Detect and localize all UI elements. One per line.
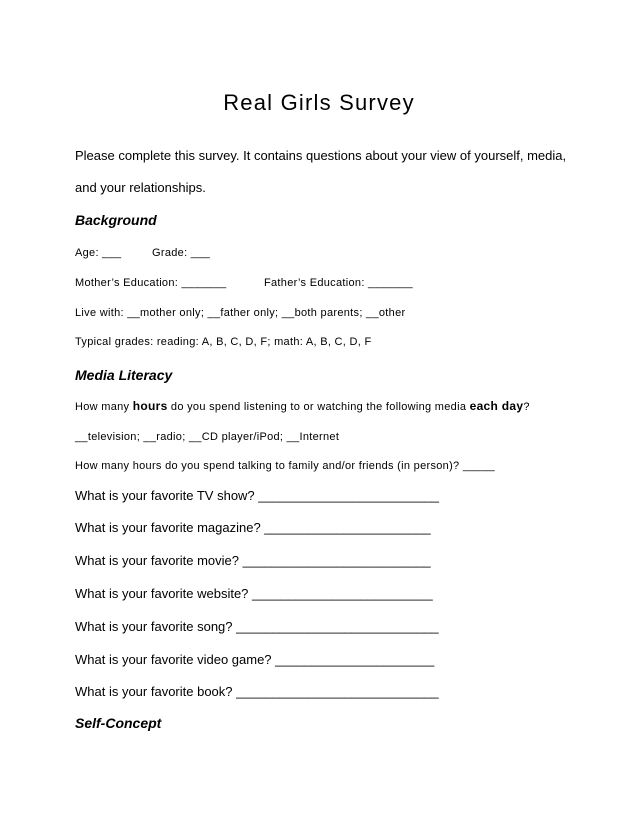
typical-grades-field[interactable]: Typical grades: reading: A, B, C, D, F; math: A, B, C, D, F [75, 336, 372, 348]
favorite-movie-field[interactable]: What is your favorite movie? __________________________ [75, 553, 431, 568]
hours-question-emphasis-hours: hours [132, 399, 168, 413]
age-field[interactable]: Age: ___ [75, 247, 122, 259]
hours-question-prefix: How many [75, 401, 133, 413]
mother-education-field[interactable]: Mother’s Education: _______ [75, 277, 227, 289]
page-title: Real Girls Survey [223, 90, 415, 115]
media-list-field[interactable]: __television; __radio; __CD player/iPod; __Internet [75, 431, 340, 443]
favorite-song-field[interactable]: What is your favorite song? ____________________________ [75, 619, 439, 634]
favorite-magazine-field[interactable]: What is your favorite magazine? _______________________ [75, 520, 431, 535]
background-row-age-grade [75, 246, 211, 260]
section-heading-background: Background [75, 212, 157, 228]
favorite-tv-show-field[interactable]: What is your favorite TV show? _________________________ [75, 488, 440, 503]
grade-field[interactable]: Grade: ___ [152, 247, 211, 259]
intro-line-1: Please complete this survey. It contains questions about your view of yourself, media, [75, 148, 567, 163]
father-education-field[interactable]: Father’s Education: _______ [264, 277, 413, 289]
hours-question-emphasis-each-day: each day [469, 399, 524, 413]
section-heading-media-literacy: Media Literacy [75, 367, 173, 383]
intro-line-2: and your relationships. [75, 180, 206, 195]
favorite-video-game-field[interactable]: What is your favorite video game? ______________________ [75, 652, 435, 667]
background-row-education [75, 276, 413, 290]
favorite-website-field[interactable]: What is your favorite website? _________________________ [75, 586, 433, 601]
live-with-field[interactable]: Live with: __mother only; __father only; __both parents; __other [75, 307, 406, 319]
section-heading-self-concept: Self-Concept [75, 715, 162, 731]
hours-question-suffix: ? [523, 401, 530, 413]
hours-question-middle: do you spend listening to or watching the following media [167, 401, 470, 413]
hours-question [75, 399, 530, 414]
favorite-book-field[interactable]: What is your favorite book? ____________________________ [75, 684, 439, 699]
talk-hours-field[interactable]: How many hours do you spend talking to family and/or friends (in person)? _____ [75, 460, 495, 472]
